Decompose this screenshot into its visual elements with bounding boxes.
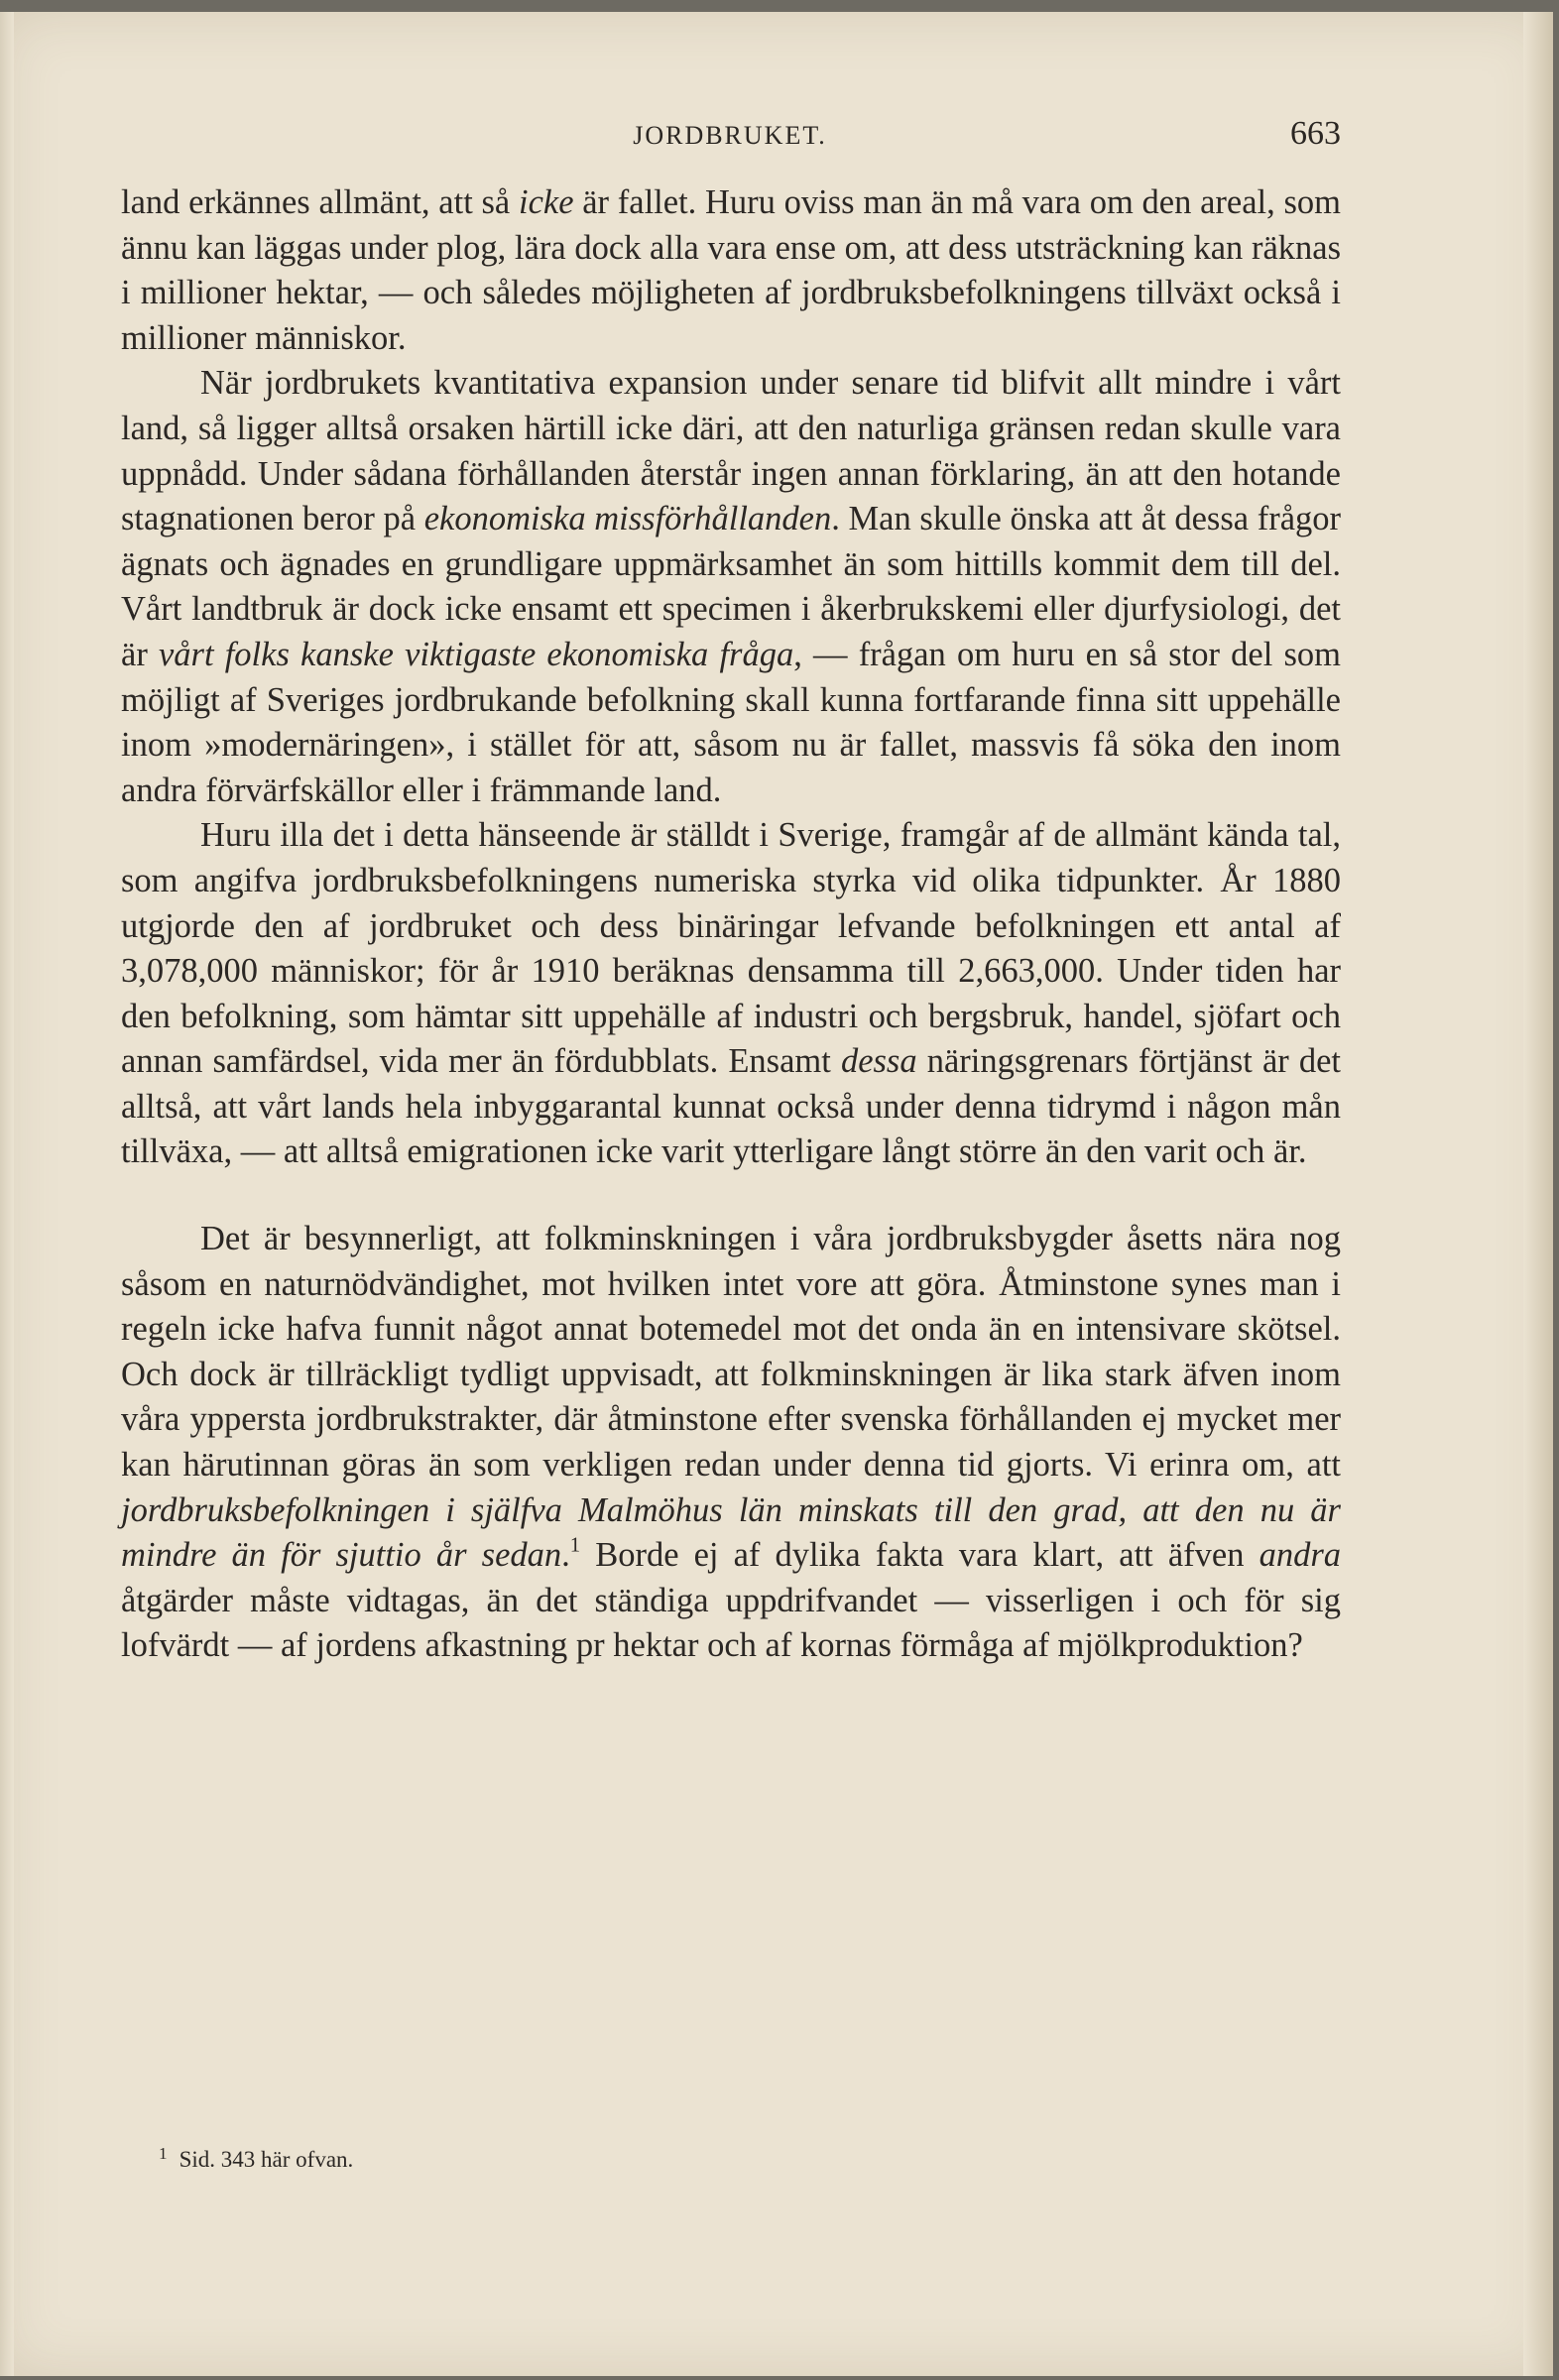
italic-phrase: vårt folks kanske viktigaste ekonomiska fråga bbox=[158, 635, 794, 673]
italic-phrase: icke bbox=[518, 183, 574, 221]
paragraph-2: När jordbrukets kvantitativa expansion under senare tid blifvit allt mindre i vårt land, så ligger alltså orsaken härtill icke däri, att den naturliga gränsen redan skulle vara uppnådd. Under sådana förhållanden återstår ingen annan förklaring, än att den hotande stagnationen beror på ekonomiska missförhållanden. Man skulle önska att åt dessa frågor ägnats och ägnades en grundligare uppmärksamhet än som hittills kommit dem till del. Vårt landtbruk är dock icke ensamt ett specimen i åkerbrukskemi eller djurfysiologi, det är vårt folks kanske viktigaste ekonomiska fråga, — frågan om huru en så stor del som möjligt af Sveriges jordbrukande befolkning skall kunna fortfarande finna sitt uppehälle inom »modernäringen», i stället för att, såsom nu är fallet, massvis få söka den inom andra förvärfskällor eller i främmande land. bbox=[121, 364, 1341, 809]
paragraph-1: land erkännes allmänt, att så icke är fallet. Huru oviss man än må vara om den areal, som ännu kan läggas under plog, lära dock alla vara ense om, att dess utsträckning kan räknas i millioner hektar, — och således möjligheten af jordbruksbefolkningens tillväxt också i millioner människor. bbox=[121, 183, 1341, 357]
footnote bbox=[159, 2144, 354, 2173]
body-text bbox=[121, 180, 1341, 1669]
paragraph-3: Huru illa det i detta hänseende är ställdt i Sverige, framgår af de allmänt kända tal, som angifva jordbruksbefolkningens numeriska styrka vid olika tidpunkter. År 1880 utgjorde den af jordbruket och dess binäringar lefvande befolkningen ett antal af 3,078,000 människor; för år 1910 beräknas densamma till 2,663,000. Under tiden har den befolkning, som hämtar sitt uppehälle af industri och bergsbruk, handel, sjöfart och annan samfärdsel, vida mer än fördubblats. Ensamt dessa näringsgrenars förtjänst är det alltså, att vårt lands hela inbyggarantal kunnat också under denna tidrymd i någon mån tillväxa, — att alltså emigrationen icke varit ytterligare långt större än den varit och är. bbox=[121, 816, 1341, 1171]
footnote-marker: 1 bbox=[159, 2144, 168, 2164]
page-edge-right bbox=[1523, 12, 1553, 2376]
page-edge-left bbox=[0, 12, 14, 2376]
page-number: 663 bbox=[1290, 115, 1341, 152]
footnote-text: Sid. 343 här ofvan. bbox=[179, 2147, 354, 2172]
paragraph-4: Det är besynnerligt, att folkminskningen i våra jordbruksbygder åsetts nära nog såsom en naturnödvändighet, mot hvilken intet vore att göra. Åtminstone synes man i regeln icke hafva funnit något annat botemedel mot det onda än en intensivare skötsel. Och dock är tillräckligt tydligt uppvisadt, att folkminskningen är lika stark äfven inom våra yppersta jordbrukstrakter, där åtminstone efter svenska förhållanden ej mycket mer kan härutinnan göras än som verkligen redan under denna tid gjorts. Vi erinra om, att jordbruksbefolkningen i själfva Malmöhus län minskats till den grad, att den nu är mindre än för sjuttio år sedan.$^1$ Borde ej af dylika fakta vara klart, att äfven andra åtgärder måste vidtagas, än det ständiga uppdrifvandet — visserligen i och för sig lofvärdt — af jordens afkastning pr hektar och af kornas förmåga af mjölkproduktion? bbox=[121, 1220, 1341, 1665]
running-head bbox=[119, 105, 1341, 165]
book-page bbox=[0, 12, 1553, 2376]
italic-phrase: jordbruksbefolkningen i själfva Malmöhus län minskats till den grad, att den nu är mindre än för sjuttio år sedan bbox=[121, 1490, 1341, 1575]
italic-phrase: andra bbox=[1259, 1536, 1341, 1575]
italic-phrase: ekonomiska missförhållanden bbox=[423, 500, 832, 538]
running-head-title: JORDBRUKET. bbox=[633, 121, 827, 150]
italic-phrase: dessa bbox=[840, 1042, 917, 1081]
footnote-ref: 1 bbox=[569, 1534, 581, 1557]
